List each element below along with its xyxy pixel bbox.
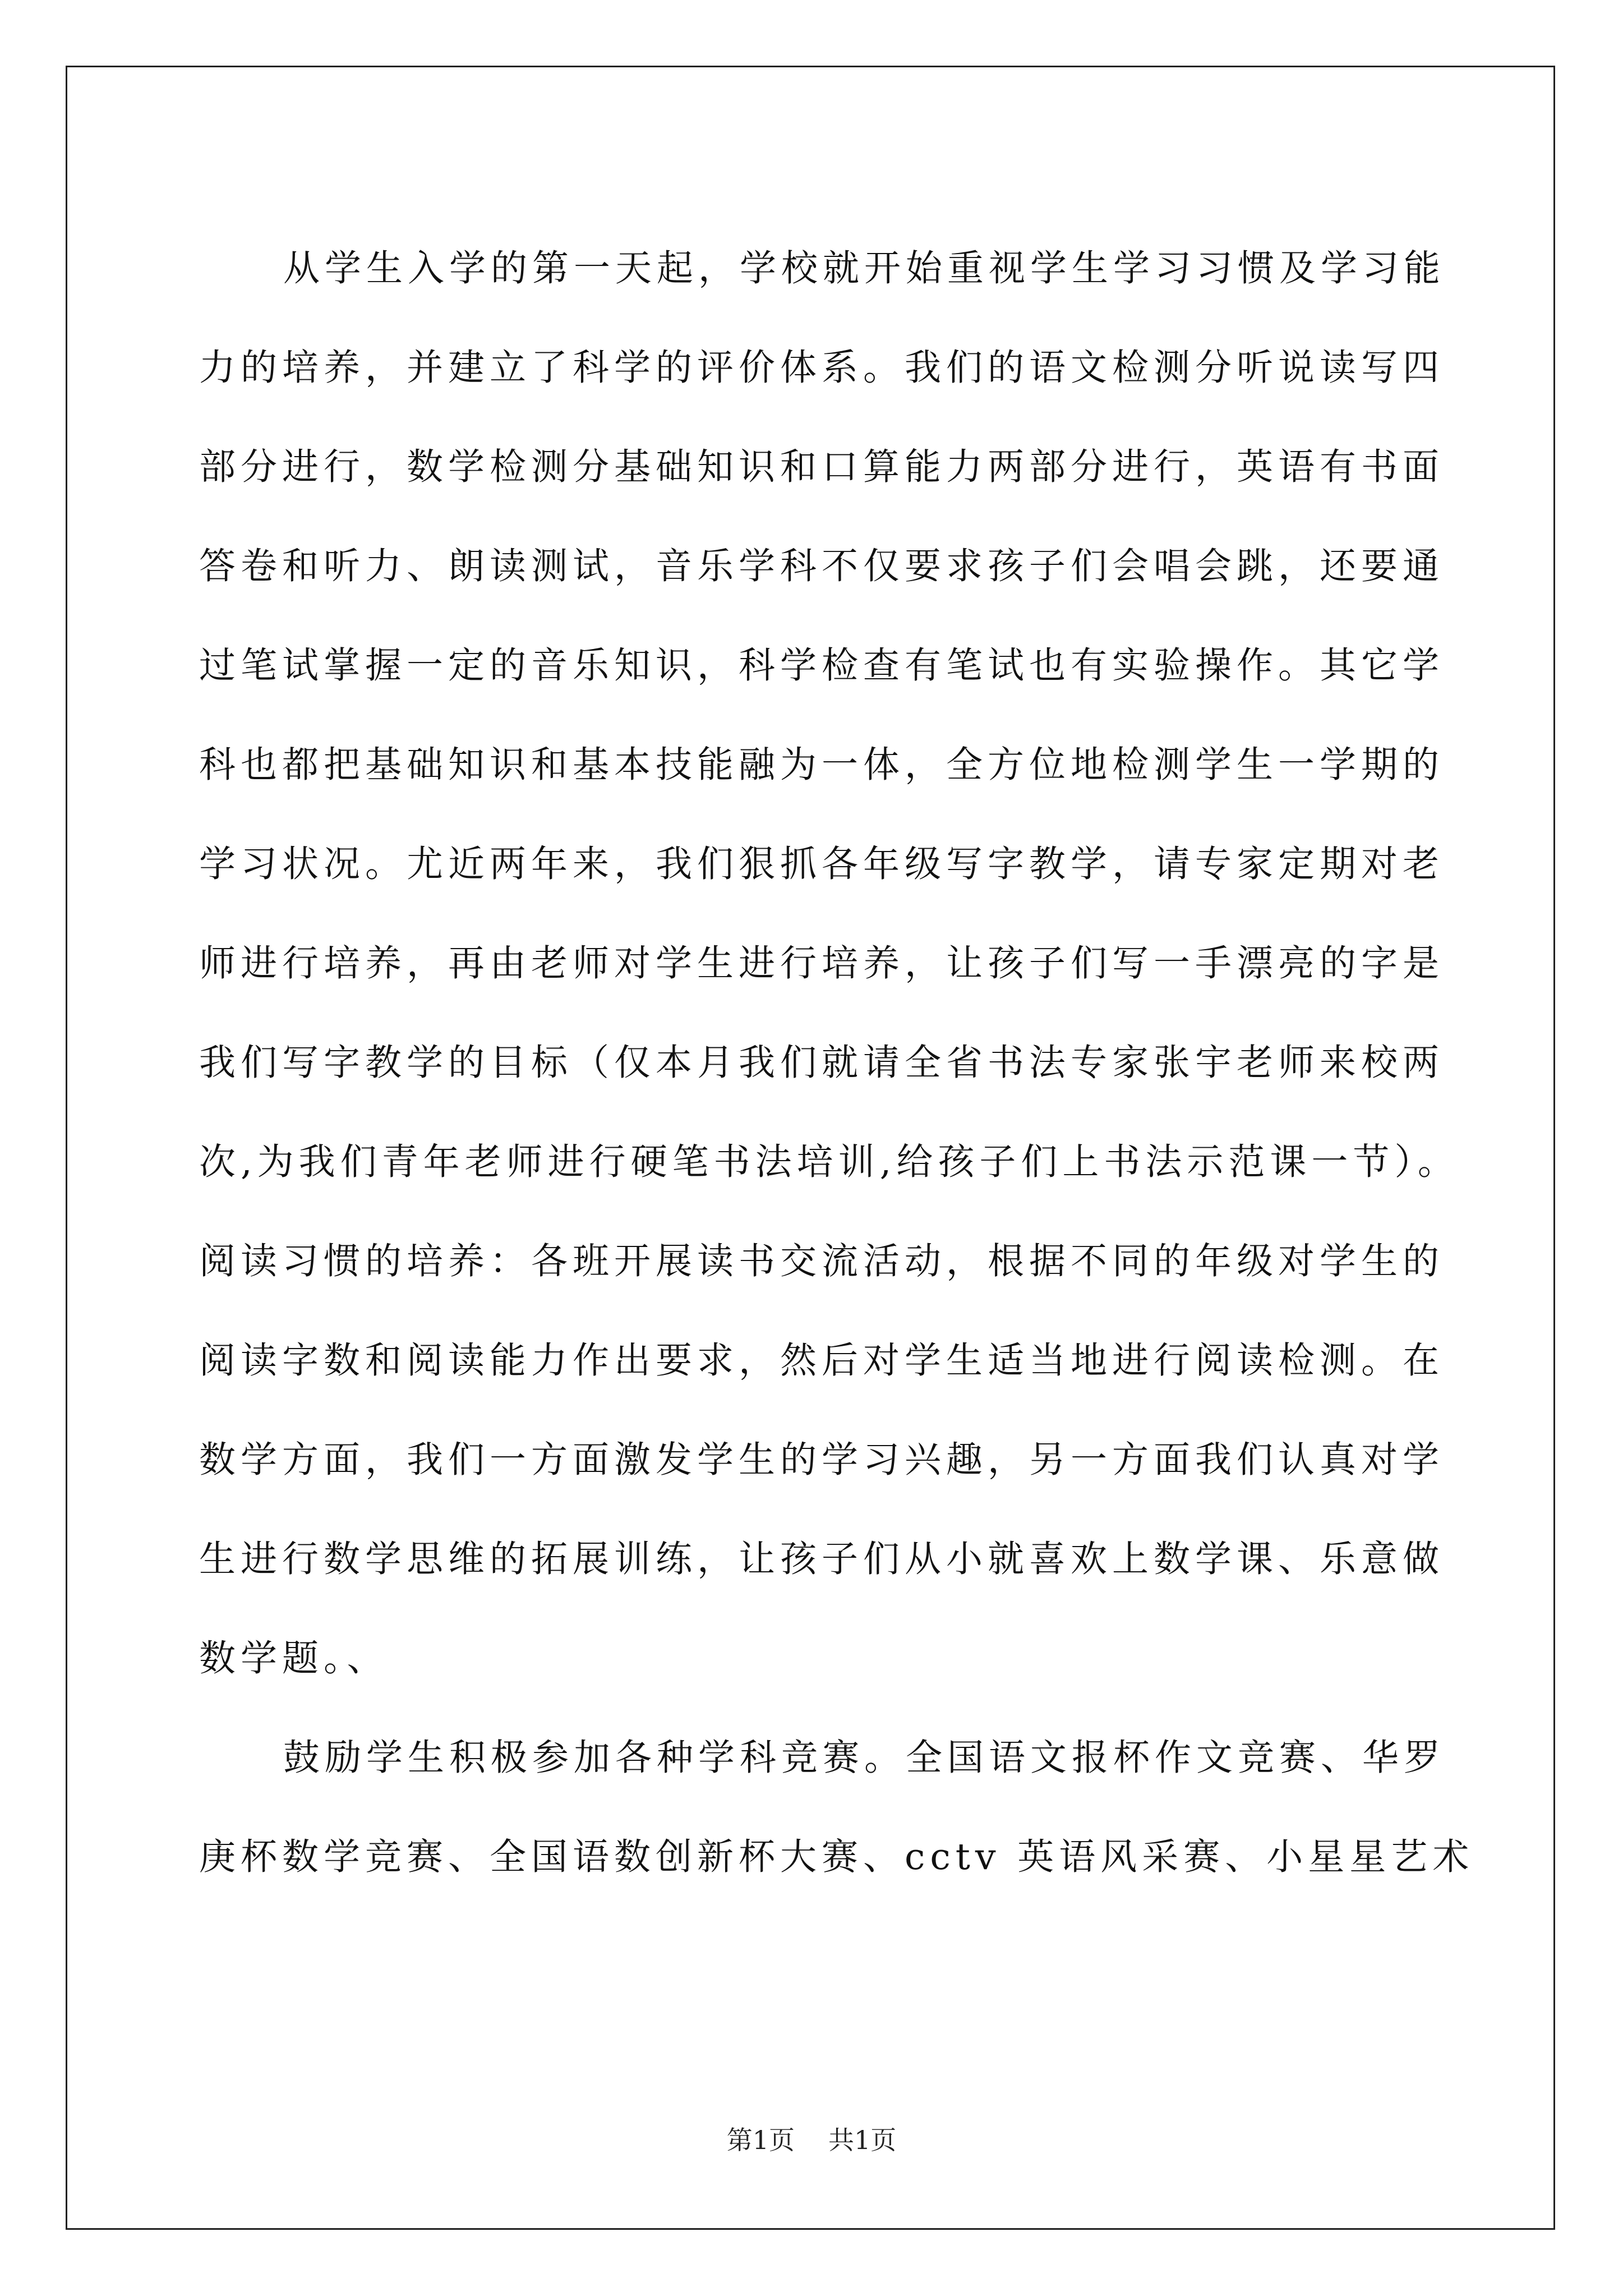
- paragraph-line: 数学方面，我们一方面激发学生的学习兴趣，另一方面我们认真对学: [199, 1439, 1445, 1481]
- paragraph-line: 数学题。、: [199, 1637, 389, 1680]
- document-body: [199, 219, 1474, 1907]
- paragraph-line: 我们写字教学的目标（仅本月我们就请全省书法专家张宇老师来校两: [199, 1042, 1445, 1084]
- paragraph-line: 庚杯数学竞赛、全国语数创新杯大赛、cctv 英语风采赛、小星星艺术: [199, 1836, 1474, 1878]
- paragraph-line: 次,为我们青年老师进行硬笔书法培训,给孩子们上书法示范课一节）。: [199, 1141, 1459, 1183]
- paragraph-line: 学习状况。尤近两年来，我们狠抓各年级写字教学，请专家定期对老: [199, 843, 1445, 885]
- paragraph-line: 部分进行，数学检测分基础知识和口算能力两部分进行，英语有书面: [199, 446, 1445, 488]
- paragraph-line: 科也都把基础知识和基本技能融为一体，全方位地检测学生一学期的: [199, 744, 1445, 786]
- paragraph-line: 阅读习惯的培养：各班开展读书交流活动，根据不同的年级对学生的: [199, 1240, 1445, 1282]
- paragraph-line: 从学生入学的第一天起，学校就开始重视学生学习习惯及学习能: [283, 247, 1446, 289]
- page-total: 共1页: [828, 2125, 897, 2155]
- page-number: 第1页: [726, 2125, 795, 2155]
- paragraph-line: 生进行数学思维的拓展训练，让孩子们从小就喜欢上数学课、乐意做: [199, 1538, 1445, 1580]
- paragraph-line: 鼓励学生积极参加各种学科竞赛。全国语文报杯作文竞赛、华罗: [283, 1737, 1446, 1779]
- paragraph-line: 答卷和听力、朗读测试，音乐学科不仅要求孩子们会唱会跳，还要通: [199, 545, 1445, 587]
- paragraph-line: 力的培养，并建立了科学的评价体系。我们的语文检测分听说读写四: [199, 347, 1445, 389]
- paragraph-line: 师进行培养，再由老师对学生进行培养，让孩子们写一手漂亮的字是: [199, 942, 1445, 984]
- paragraph-line: 过笔试掌握一定的音乐知识，科学检查有笔试也有实验操作。其它学: [199, 645, 1445, 687]
- paragraph-line: 阅读字数和阅读能力作出要求，然后对学生适当地进行阅读检测。在: [199, 1340, 1445, 1382]
- page-footer: [0, 2123, 1623, 2157]
